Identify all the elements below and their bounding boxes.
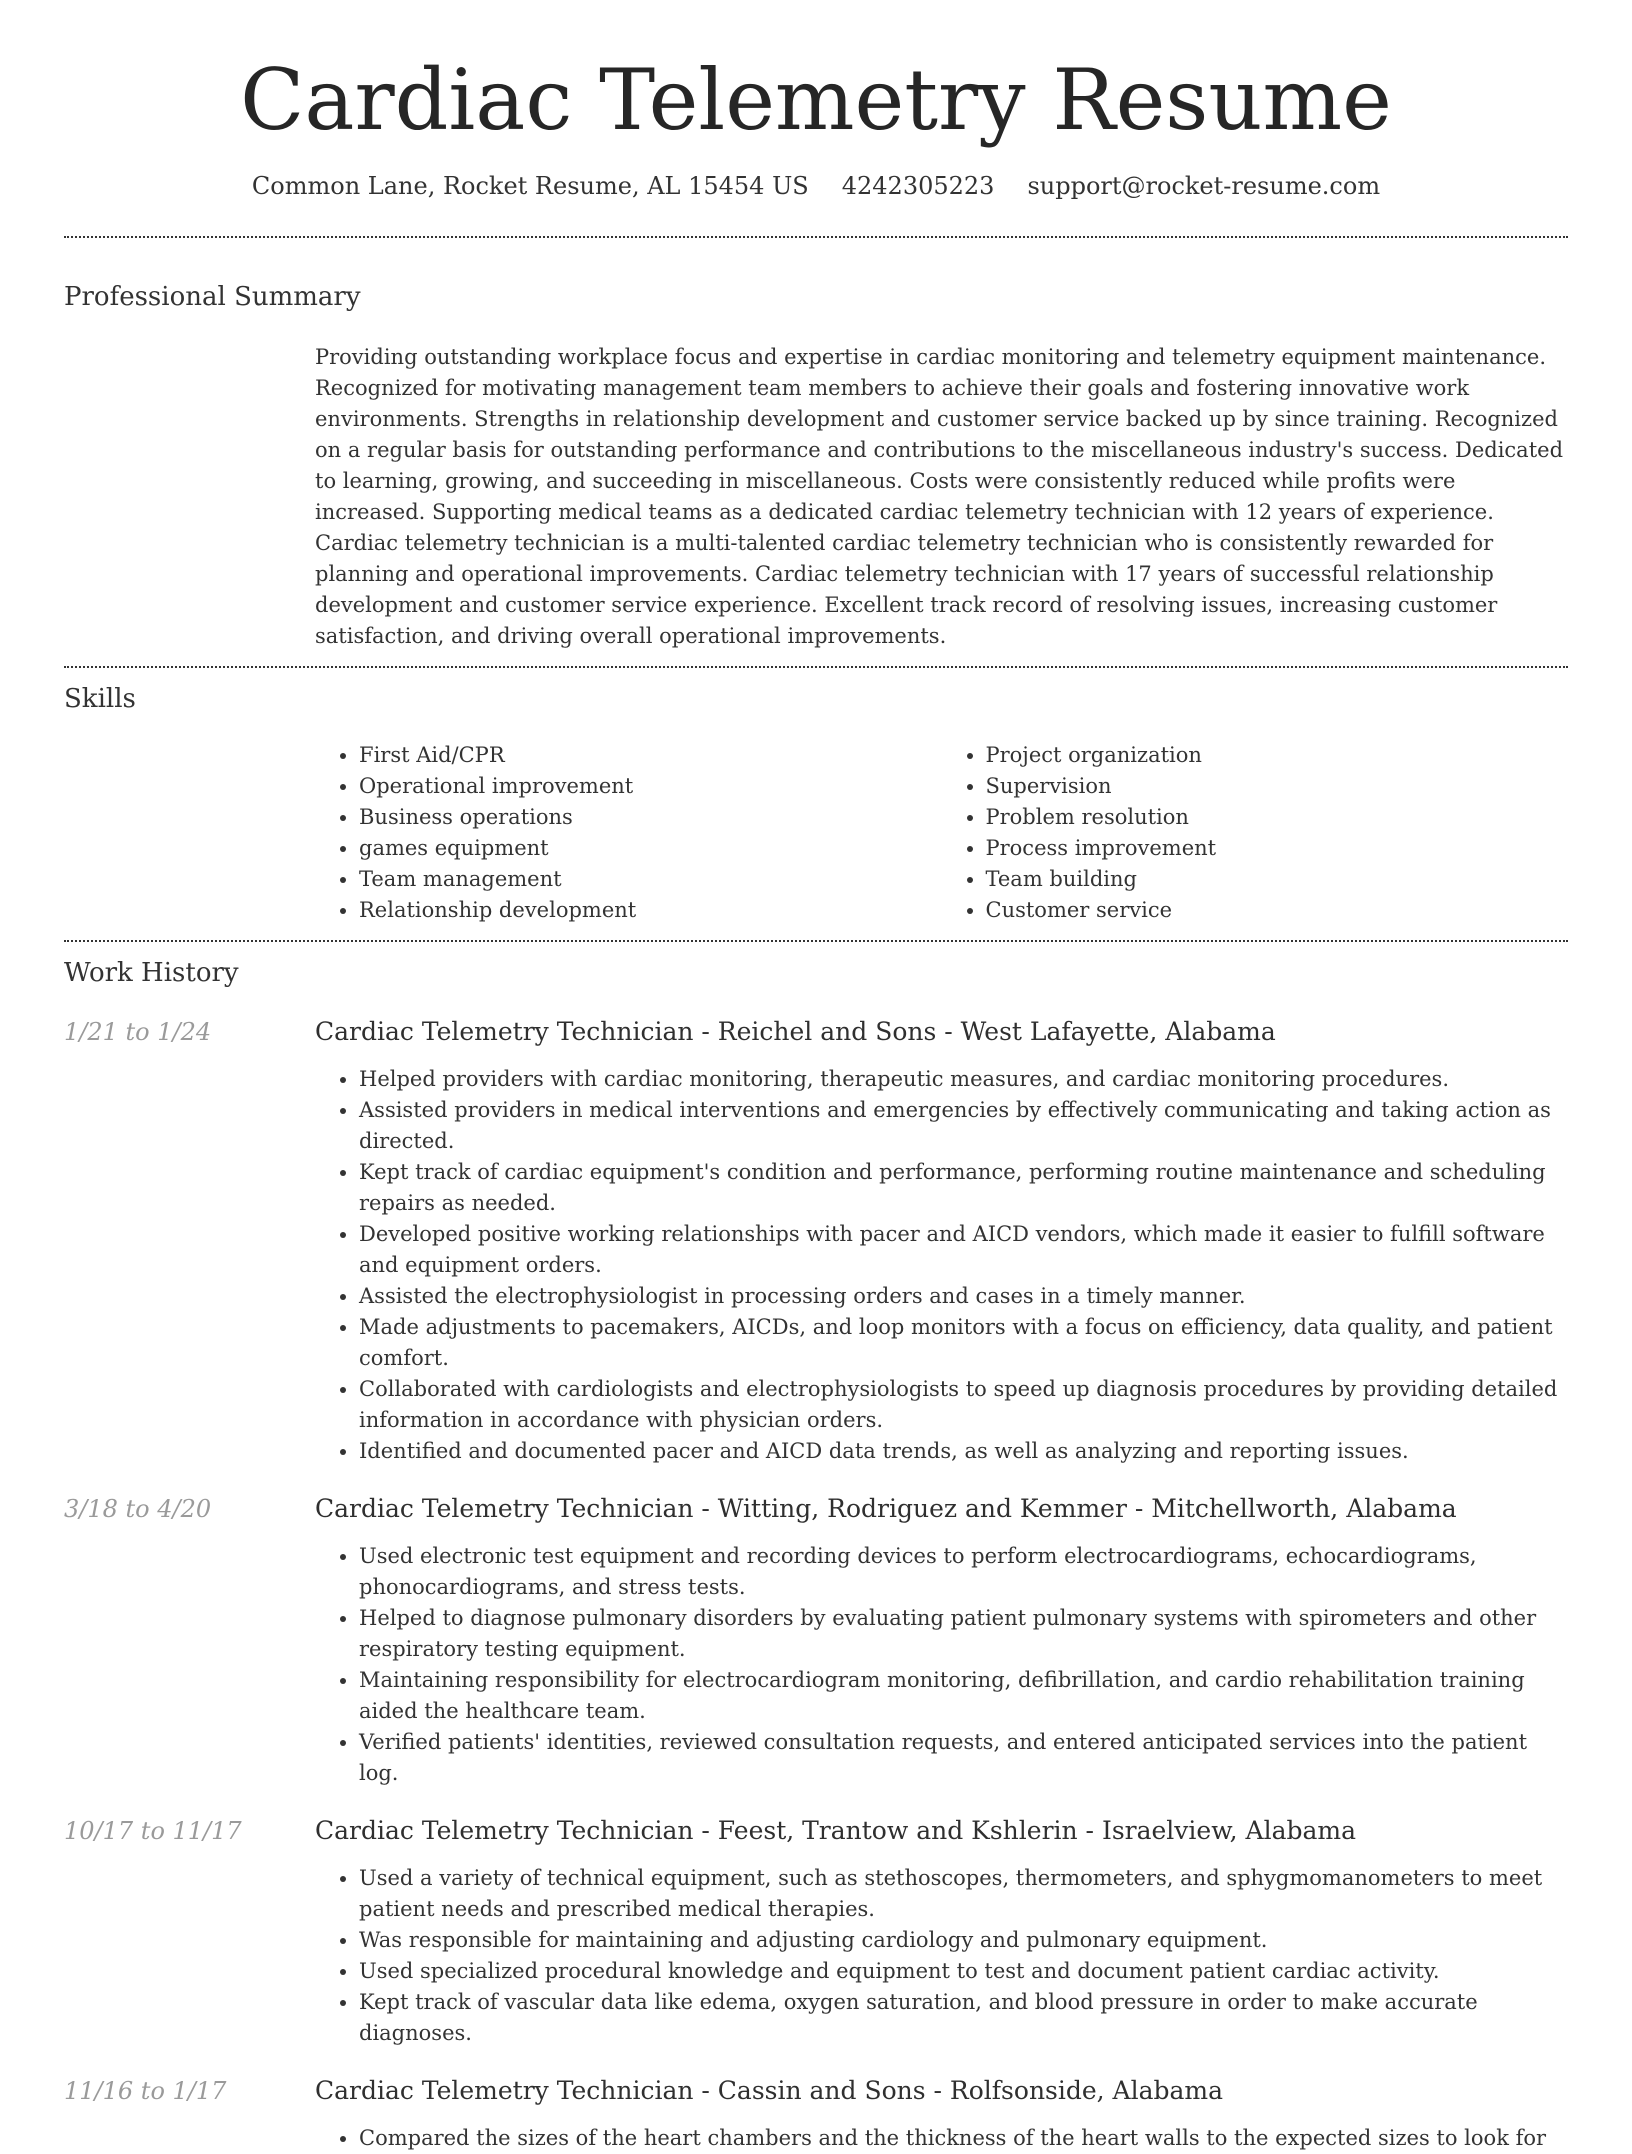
job-bullet: • Assisted providers in medical interventions and emergencies by effectively communicating and taking action as directed. [359,1095,1568,1157]
contact-line [64,172,1568,200]
job-dates: 1/21 to 1/24 [64,1018,212,1046]
job-bullet: • Was responsible for maintaining and adjusting cardiology and pulmonary equipment. [359,1925,1568,1956]
job-dates: 3/18 to 4/20 [64,1495,212,1523]
job-bullet: • Collaborated with cardiologists and electrophysiologists to speed up diagnosis procedures by providing detailed information in accordance with physician orders. [359,1374,1568,1436]
job-heading: Cardiac Telemetry Technician - Cassin and Sons - Rolfsonside, Alabama [315,2076,1224,2105]
job-entry [64,1016,1568,1467]
job-heading: Cardiac Telemetry Technician - Feest, Trantow and Kshlerin - Israelview, Alabama [315,1816,1357,1845]
job-heading: Cardiac Telemetry Technician - Witting, Rodriguez and Kemmer - Mitchellworth, Alabama [315,1494,1457,1523]
skill-item: • Problem resolution [986,802,1569,833]
skill-item: • First Aid/CPR [359,740,942,771]
job-bullet: • Used a variety of technical equipment, such as stethoscopes, thermometers, and sphygmomanometers to meet patient needs and prescribed medical therapies. [359,1863,1568,1925]
job-bullets [315,2123,1568,2154]
skill-item: • Team management [359,864,942,895]
job-bullets [315,1064,1568,1467]
job-bullet: • Maintaining responsibility for electrocardiogram monitoring, defibrillation, and cardio rehabilitation training aided the healthcare team. [359,1665,1568,1727]
job-body [315,1016,1568,1467]
resume-title: Cardiac Telemetry Resume [240,51,1392,149]
job-bullet: • Made adjustments to pacemakers, AICDs, and loop monitors with a focus on efficiency, data quality, and patient comfort. [359,1312,1568,1374]
section-title-work-history: Work History [64,958,239,988]
job-heading: Cardiac Telemetry Technician - Reichel and Sons - West Lafayette, Alabama [315,1017,1276,1046]
section-title-skills: Skills [64,684,136,714]
contact-phone: 4242305223 [841,172,995,200]
job-bullet: • Developed positive working relationships with pacer and AICD vendors, which made it easier to fulfill software and equipment orders. [359,1219,1568,1281]
job-body [315,1815,1568,2049]
job-body [315,2075,1568,2154]
contact-address: Common Lane, Rocket Resume, AL 15454 US [251,172,809,200]
job-bullet: • Identified and documented pacer and AICD data trends, as well as analyzing and reporting issues. [359,1436,1568,1467]
skill-item: • Supervision [986,771,1569,802]
job-body [315,1493,1568,1789]
skill-item: • Operational improvement [359,771,942,802]
contact-email: support@rocket-resume.com [1027,172,1381,200]
job-bullet: • Used specialized procedural knowledge and equipment to test and document patient cardiac activity. [359,1956,1568,1987]
job-bullet: • Kept track of vascular data like edema, oxygen saturation, and blood pressure in order to make accurate diagnoses. [359,1987,1568,2049]
skill-item: • Relationship development [359,895,942,926]
skills-column-right [942,740,1569,926]
summary-text [315,342,1568,652]
job-bullet: • Assisted the electrophysiologist in processing orders and cases in a timely manner. [359,1281,1568,1312]
job-bullet: • Verified patients' identities, reviewed consultation requests, and entered anticipated services into the patient log. [359,1727,1568,1789]
job-bullet: • Compared the sizes of the heart chambers and the thickness of the heart walls to the expected sizes to look for [359,2123,1568,2154]
skill-item: • Process improvement [986,833,1569,864]
job-bullet: • Helped to diagnose pulmonary disorders by evaluating patient pulmonary systems with spirometers and other respiratory testing equipment. [359,1603,1568,1665]
skills-column-left [315,740,942,926]
skill-item: • games equipment [359,833,942,864]
job-entry [64,1493,1568,1789]
skills-grid [315,740,1568,926]
skill-item: • Team building [986,864,1569,895]
job-entry [64,1815,1568,2049]
job-bullets [315,1863,1568,2049]
skill-item: • Customer service [986,895,1569,926]
job-dates: 10/17 to 11/17 [64,1817,242,1845]
section-title-summary: Professional Summary [64,282,361,312]
job-entry [64,2075,1568,2154]
job-bullet: • Kept track of cardiac equipment's condition and performance, performing routine maintenance and scheduling repairs as needed. [359,1157,1568,1219]
summary-paragraph: Providing outstanding workplace focus and expertise in cardiac monitoring and telemetry equipment maintenance. Recognized for motivating management team members to achieve their goals and fostering innovative work environments. Strengths in relationship development and customer service backed up by since training. Recognized on a regular basis for outstanding performance and contributions to the miscellaneous industry's success. Dedicated to learning, growing, and succeeding in miscellaneous. Costs were consistently reduced while profits were increased. Supporting medical teams as a dedicated cardiac telemetry technician with 12 years of experience. Cardiac telemetry technician is a multi-talented cardiac telemetry technician who is consistently rewarded for planning and operational improvements. Cardiac telemetry technician with 17 years of successful relationship development and customer service experience. Excellent track record of resolving issues, increasing customer satisfaction, and driving overall operational improvements. [315,345,1564,648]
skill-item: • Business operations [359,802,942,833]
job-bullet: • Used electronic test equipment and recording devices to perform electrocardiograms, echocardiograms, phonocardiograms, and stress tests. [359,1541,1568,1603]
job-bullet: • Helped providers with cardiac monitoring, therapeutic measures, and cardiac monitoring procedures. [359,1064,1568,1095]
job-bullets [315,1541,1568,1789]
skill-item: • Project organization [986,740,1569,771]
job-dates: 11/16 to 1/17 [64,2077,227,2105]
